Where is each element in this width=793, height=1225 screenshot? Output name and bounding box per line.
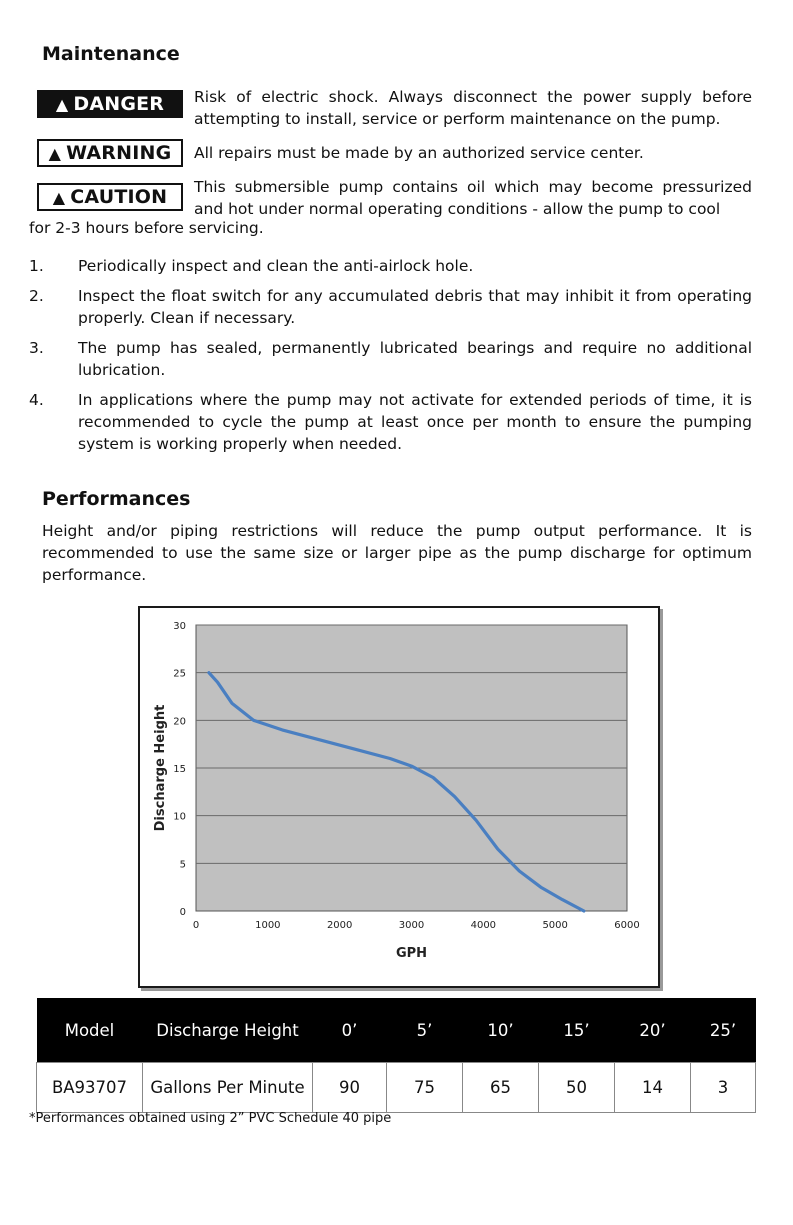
caution-text-tail: for 2-3 hours before servicing.	[29, 219, 264, 237]
x-tick-label: 4000	[470, 920, 497, 931]
x-tick-label: 5000	[542, 920, 568, 931]
warning-triangle-icon: ▲	[48, 143, 62, 163]
header-5ft: 5’	[387, 998, 463, 1063]
spec-table	[36, 998, 756, 1113]
y-tick-label: 0	[179, 907, 186, 918]
x-tick-label: 2000	[326, 920, 353, 931]
y-tick-label: 15	[173, 764, 186, 775]
warning-text: All repairs must be made by an authorized service center.	[194, 144, 644, 162]
danger-text: Risk of electric shock. Always disconnect the power supply before attempting to install, service or perform maintenance on the pump.	[194, 88, 752, 128]
step-number: 3.	[29, 339, 44, 357]
danger-label: DANGER	[73, 93, 165, 115]
cell-model: BA93707	[37, 1063, 143, 1113]
list-item	[29, 285, 752, 329]
performance-chart	[138, 606, 660, 988]
list-item	[29, 389, 752, 455]
step-number: 4.	[29, 391, 44, 409]
y-axis-label: Discharge Height	[153, 704, 168, 832]
y-tick-label: 20	[173, 716, 186, 728]
footnote: *Performances obtained using 2” PVC Schedule 40 pipe	[29, 1111, 392, 1126]
performances-heading: Performances	[42, 488, 191, 510]
step-text: The pump has sealed, permanently lubricated bearings and require no additional lubrication.	[78, 339, 752, 379]
warning-label: WARNING	[66, 142, 172, 164]
caution-label: CAUTION	[70, 186, 168, 208]
step-text: Inspect the float switch for any accumulated debris that may inhibit it from operating properly. Clean if necessary.	[78, 287, 752, 327]
cell-unit: Gallons Per Minute	[143, 1063, 313, 1113]
header-10ft: 10’	[463, 998, 539, 1063]
list-item	[29, 255, 752, 277]
header-15ft: 15’	[539, 998, 615, 1063]
warning-triangle-icon: ▲	[52, 187, 66, 207]
header-model: Model	[37, 998, 143, 1063]
header-discharge-height: Discharge Height	[143, 998, 313, 1063]
table-header-row	[37, 998, 756, 1063]
performances-text: Height and/or piping restrictions will reduce the pump output performance. It is recommended to use the same size or larger pipe as the pump discharge for optimum performance.	[42, 522, 752, 584]
step-text: In applications where the pump may not activate for extended periods of time, it is recommended to cycle the pump at least once per month to ensure the pumping system is working properly when needed.	[78, 391, 752, 453]
step-number: 2.	[29, 287, 44, 305]
y-tick-label: 25	[173, 668, 186, 680]
table-row	[37, 1063, 756, 1113]
danger-badge	[37, 90, 183, 118]
header-25ft: 25’	[691, 998, 756, 1063]
x-tick-label: 3000	[398, 920, 425, 931]
cell-value: 14	[615, 1063, 691, 1113]
step-number: 1.	[29, 257, 44, 275]
x-tick-label: 6000	[614, 920, 640, 931]
maintenance-heading: Maintenance	[42, 43, 180, 65]
x-axis-label: GPH	[395, 946, 428, 961]
performance-chart-svg	[140, 608, 658, 986]
x-tick-label: 1000	[255, 920, 281, 931]
warning-triangle-icon: ▲	[55, 94, 69, 114]
y-tick-label: 5	[179, 859, 186, 871]
header-20ft: 20’	[615, 998, 691, 1063]
cell-value: 50	[539, 1063, 615, 1113]
x-tick-label: 0	[192, 920, 200, 931]
header-0ft: 0’	[313, 998, 387, 1063]
cell-value: 3	[691, 1063, 756, 1113]
caution-badge	[37, 183, 183, 211]
maintenance-steps	[29, 255, 752, 463]
y-tick-label: 10	[173, 811, 186, 823]
step-text: Periodically inspect and clean the anti-airlock hole.	[78, 257, 474, 275]
list-item	[29, 337, 752, 381]
caution-text: This submersible pump contains oil which may become pressurized and hot under normal operating conditions - allow the pump to cool	[194, 178, 752, 218]
warning-badge	[37, 139, 183, 167]
cell-value: 75	[387, 1063, 463, 1113]
y-tick-label: 30	[173, 621, 186, 632]
cell-value: 90	[313, 1063, 387, 1113]
cell-value: 65	[463, 1063, 539, 1113]
